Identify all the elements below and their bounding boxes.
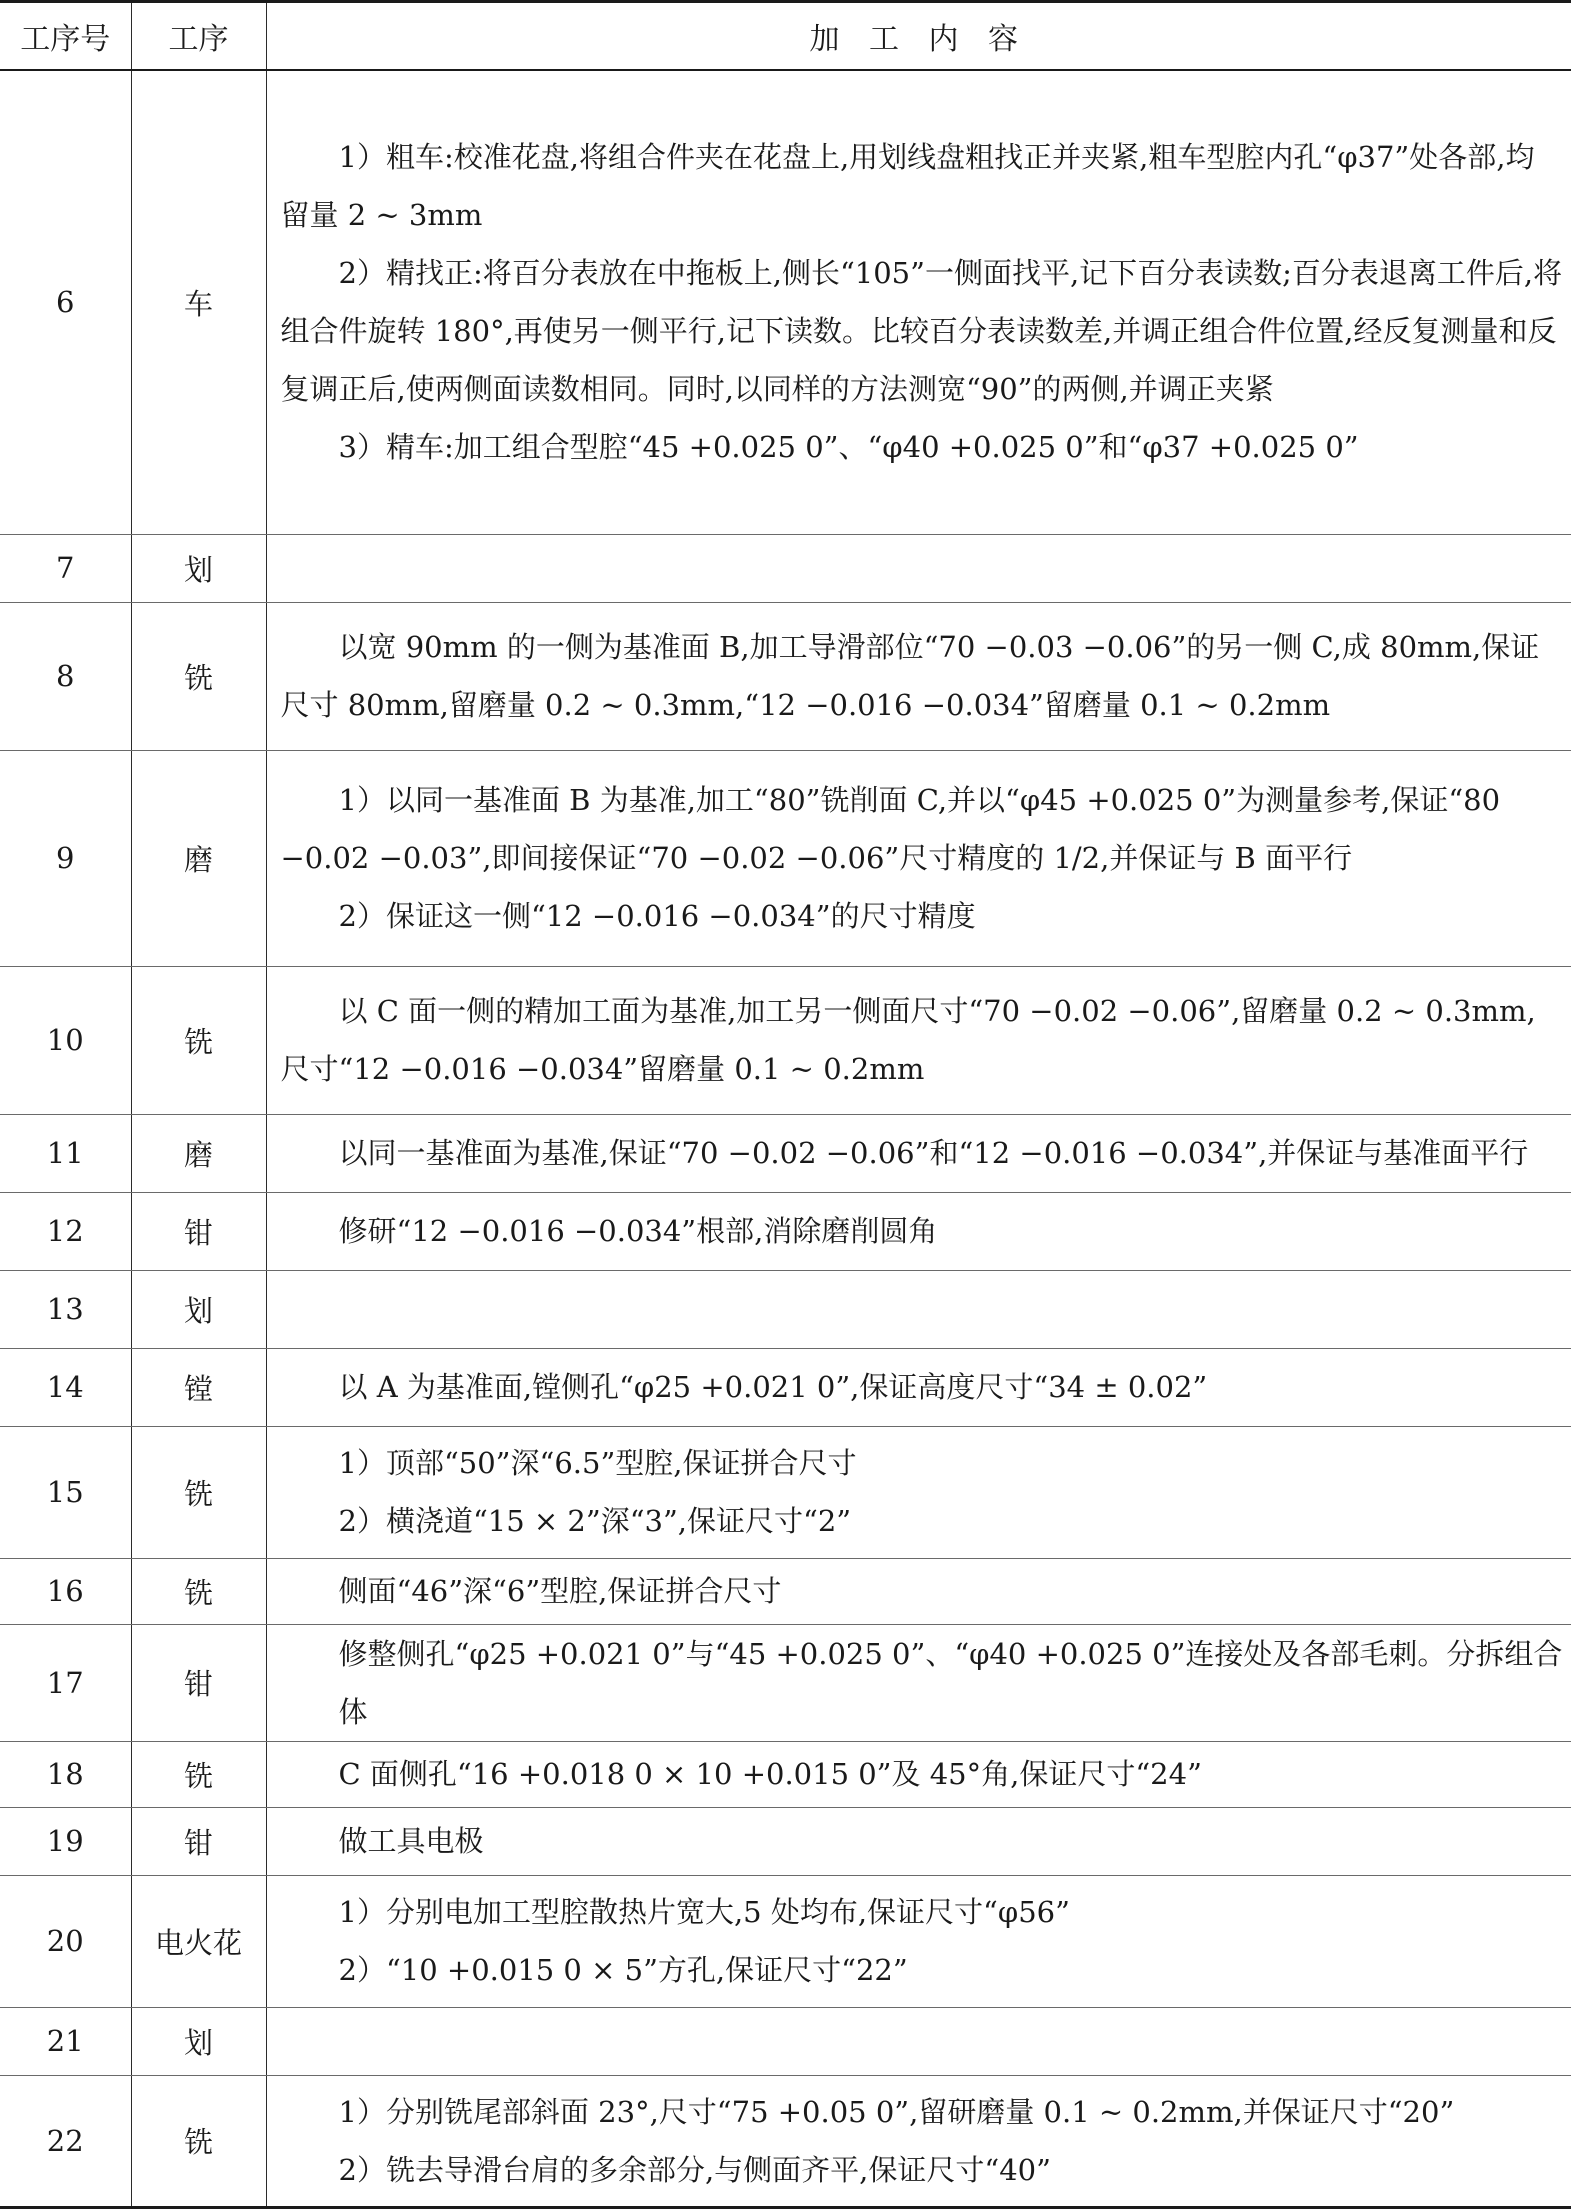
operation: 电火花	[131, 1875, 266, 2007]
content-line: 2）精找正:将百分表放在中拖板上,侧长“105”一侧面找平,记下百分表读数;百分表退离工件后,将组合件旋转 180°,再使另一侧平行,记下读数。比较百分表读数差,并调正组合件位置,经反复测量和反复调正后,使两侧面读数相同。同时,以同样的方法测宽“90”的两侧,并调正夹紧	[280, 256, 1563, 407]
step-number: 22	[0, 2075, 131, 2207]
content-line: 2）保证这一侧“12 −0.016 −0.034”的尺寸精度	[338, 899, 976, 933]
step-number: 14	[0, 1348, 131, 1426]
content-line: C 面侧孔“16 +0.018 0 × 10 +0.015 0”及 45°角,保证尺寸“24”	[338, 1757, 1202, 1791]
table-row	[0, 2007, 1571, 2075]
table-row	[0, 534, 1571, 602]
table-body	[0, 70, 1571, 2207]
process-content	[266, 1348, 1571, 1426]
operation: 铣	[131, 1558, 266, 1624]
table-row	[0, 1192, 1571, 1270]
header-no: 工序号	[0, 2, 131, 71]
operation: 磨	[131, 750, 266, 966]
table-row	[0, 602, 1571, 750]
process-content	[266, 1624, 1571, 1741]
content-line: 修整侧孔“φ25 +0.021 0”与“45 +0.025 0”、“φ40 +0.025 0”连接处及各部毛刺。分拆组合体	[338, 1636, 1563, 1729]
process-content	[266, 966, 1571, 1114]
content-line: 修研“12 −0.016 −0.034”根部,消除磨削圆角	[338, 1214, 938, 1248]
table-row	[0, 1558, 1571, 1624]
process-content	[266, 1875, 1571, 2007]
content-line: 以宽 90mm 的一侧为基准面 B,加工导滑部位“70 −0.03 −0.06”的另一侧 C,成 80mm,保证尺寸 80mm,留磨量 0.2 ~ 0.3mm,“12 −0.016 −0.034”留磨量 0.1 ~ 0.2mm	[280, 630, 1540, 722]
table-row	[0, 1624, 1571, 1741]
operation: 铣	[131, 966, 266, 1114]
step-number: 8	[0, 602, 131, 750]
header-content: 加 工 内 容	[266, 2, 1571, 71]
table-row	[0, 1741, 1571, 1807]
step-number: 21	[0, 2007, 131, 2075]
table-row	[0, 1270, 1571, 1348]
operation: 镗	[131, 1348, 266, 1426]
step-number: 12	[0, 1192, 131, 1270]
step-number: 7	[0, 534, 131, 602]
operation: 车	[131, 70, 266, 534]
step-number: 18	[0, 1741, 131, 1807]
content-line: 1）以同一基准面 B 为基准,加工“80”铣削面 C,并以“φ45 +0.025 0”为测量参考,保证“80 −0.02 −0.03”,即间接保证“70 −0.02 −0.06”尺寸精度的 1/2,并保证与 B 面平行	[280, 783, 1501, 875]
table-row	[0, 2075, 1571, 2207]
content-line: 2）铣去导滑台肩的多余部分,与侧面齐平,保证尺寸“40”	[338, 2152, 1051, 2187]
process-content	[266, 1807, 1571, 1875]
header-op: 工序	[131, 2, 266, 71]
operation: 铣	[131, 602, 266, 750]
process-content	[266, 750, 1571, 966]
content-line: 侧面“46”深“6”型腔,保证拼合尺寸	[338, 1574, 782, 1608]
process-content	[266, 1426, 1571, 1558]
operation: 划	[131, 2007, 266, 2075]
content-line: 2）“10 +0.015 0 × 5”方孔,保证尺寸“22”	[338, 1953, 908, 1987]
content-line: 3）精车:加工组合型腔“45 +0.025 0”、“φ40 +0.025 0”和“φ37 +0.025 0”	[338, 430, 1359, 465]
process-content	[266, 1270, 1571, 1348]
content-line: 1）粗车:校准花盘,将组合件夹在花盘上,用划线盘粗找正并夹紧,粗车型腔内孔“φ37”处各部,均留量 2 ~ 3mm	[280, 140, 1535, 233]
step-number: 16	[0, 1558, 131, 1624]
table-row	[0, 1875, 1571, 2007]
content-line: 以同一基准面为基准,保证“70 −0.02 −0.06”和“12 −0.016 −0.034”,并保证与基准面平行	[338, 1136, 1529, 1170]
process-content	[266, 1558, 1571, 1624]
process-content	[266, 1741, 1571, 1807]
process-content	[266, 602, 1571, 750]
process-content	[266, 1114, 1571, 1192]
table-row	[0, 750, 1571, 966]
step-number: 13	[0, 1270, 131, 1348]
process-content	[266, 2007, 1571, 2075]
step-number: 6	[0, 70, 131, 534]
table-row	[0, 1426, 1571, 1558]
content-line: 2）横浇道“15 × 2”深“3”,保证尺寸“2”	[338, 1504, 852, 1538]
header-row	[0, 2, 1571, 71]
step-number: 11	[0, 1114, 131, 1192]
operation: 划	[131, 1270, 266, 1348]
operation: 钳	[131, 1192, 266, 1270]
operation: 铣	[131, 2075, 266, 2207]
content-line: 以 A 为基准面,镗侧孔“φ25 +0.021 0”,保证高度尺寸“34 ± 0.02”	[338, 1370, 1208, 1404]
operation: 铣	[131, 1741, 266, 1807]
content-line: 做工具电极	[338, 1824, 484, 1858]
operation: 划	[131, 534, 266, 602]
table-row	[0, 966, 1571, 1114]
step-number: 20	[0, 1875, 131, 2007]
step-number: 17	[0, 1624, 131, 1741]
operation: 铣	[131, 1426, 266, 1558]
operation: 磨	[131, 1114, 266, 1192]
operation: 钳	[131, 1624, 266, 1741]
table-row	[0, 1348, 1571, 1426]
step-number: 15	[0, 1426, 131, 1558]
content-line: 1）分别电加工型腔散热片宽大,5 处均布,保证尺寸“φ56”	[338, 1895, 1070, 1929]
process-content	[266, 2075, 1571, 2207]
process-content	[266, 1192, 1571, 1270]
content-line: 1）顶部“50”深“6.5”型腔,保证拼合尺寸	[338, 1446, 857, 1480]
table-row	[0, 1807, 1571, 1875]
operation: 钳	[131, 1807, 266, 1875]
content-line: 以 C 面一侧的精加工面为基准,加工另一侧面尺寸“70 −0.02 −0.06”,留磨量 0.2 ~ 0.3mm,尺寸“12 −0.016 −0.034”留磨量 0.1 ~ 0.2mm	[280, 994, 1536, 1086]
content-line: 1）分别铣尾部斜面 23°,尺寸“75 +0.05 0”,留研磨量 0.1 ~ 0.2mm,并保证尺寸“20”	[338, 2094, 1455, 2129]
step-number: 9	[0, 750, 131, 966]
table-row	[0, 1114, 1571, 1192]
step-number: 19	[0, 1807, 131, 1875]
process-content	[266, 534, 1571, 602]
table-row	[0, 70, 1571, 534]
step-number: 10	[0, 966, 131, 1114]
process-content	[266, 70, 1571, 534]
